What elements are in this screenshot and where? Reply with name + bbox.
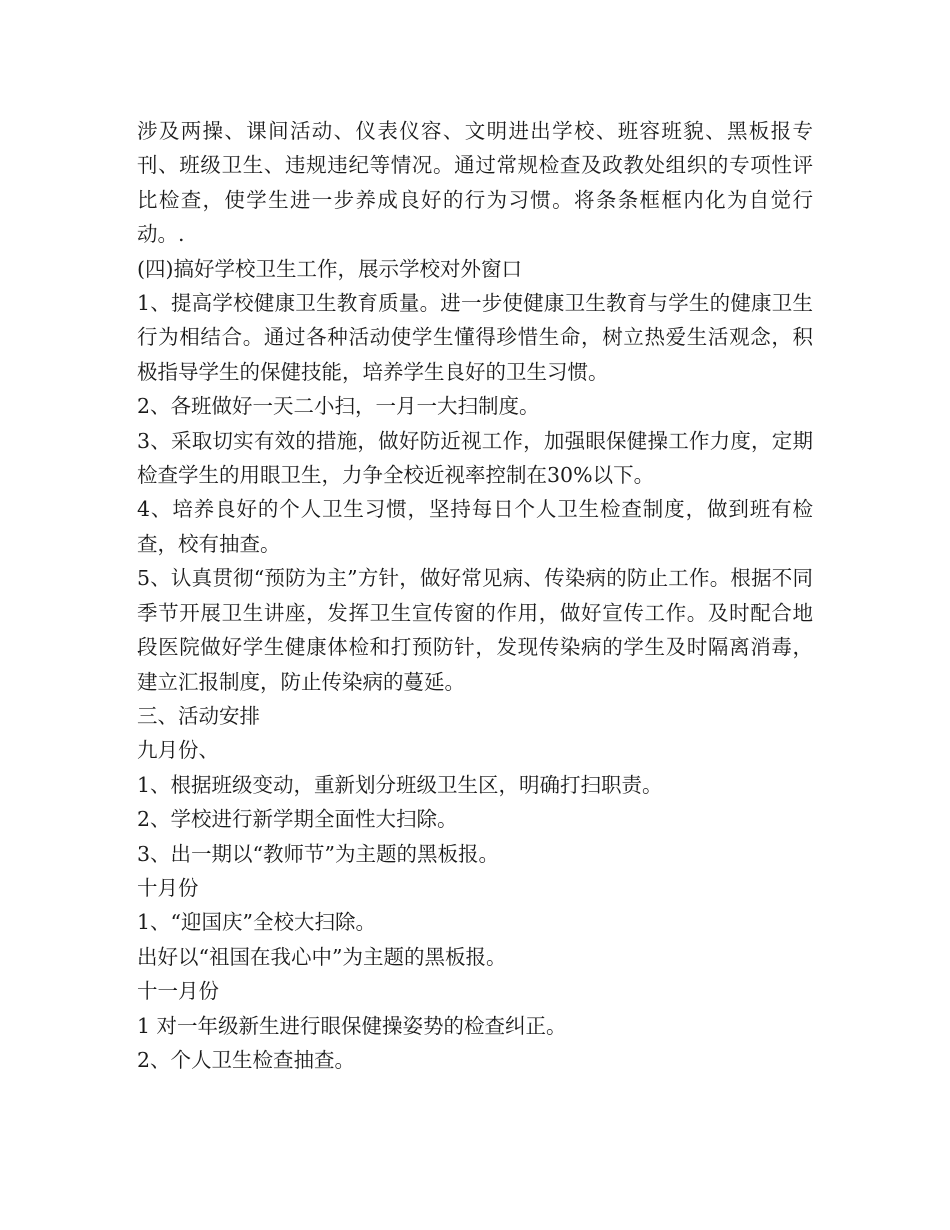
- list-item: 1、“迎国庆”全校大扫除。: [137, 910, 377, 935]
- section-heading-activities: 三、活动安排: [137, 703, 260, 728]
- list-item-personal-hygiene: 4、培养良好的个人卫生习惯，坚持每日个人卫生检查制度，做到班有检查，校有抽查。: [137, 497, 813, 556]
- list-item: 3、出一期以“教师节”为主题的黑板报。: [137, 841, 500, 866]
- list-item-disease-prevention: 5、认真贯彻“预防为主”方针，做好常见病、传染病的防止工作。根据不同季节开展卫生讲座，发挥卫生宣传窗的作用，做好宣传工作。及时配合地段医院做好学生健康体检和打预防针，发现传染病的学生及时隔离消毒，建立汇报制度，防止传染病的蔓延。: [137, 566, 813, 694]
- month-heading-october: 十月份: [137, 875, 199, 900]
- list-item: 出好以“祖国在我心中”为主题的黑板报。: [137, 944, 507, 969]
- list-item: 2、学校进行新学期全面性大扫除。: [137, 807, 458, 832]
- list-item-myopia-prevention: 3、采取切实有效的措施，做好防近视工作，加强眼保健操工作力度，定期检查学生的用眼卫生，力争全校近视率控制在30%以下。: [137, 428, 813, 488]
- list-item-cleaning-system: 2、各班做好一天二小扫，一月一大扫制度。: [137, 394, 540, 419]
- list-item: 1、根据班级变动，重新划分班级卫生区，明确打扫职责。: [137, 772, 663, 797]
- list-item-health-education: 1、提高学校健康卫生教育质量。进一步使健康卫生教育与学生的健康卫生行为相结合。通过各种活动使学生懂得珍惜生命，树立热爱生活观念，积极指导学生的保健技能，培养学生良好的卫生习惯。: [137, 291, 813, 384]
- list-item: 2、个人卫生检查抽查。: [137, 1047, 356, 1072]
- month-heading-september: 九月份、: [137, 738, 219, 763]
- document-body: [137, 114, 813, 1077]
- paragraph-routine-inspection: 涉及两操、课间活动、仪表仪容、文明进出学校、班容班貌、黑板报专刊、班级卫生、违规违纪等情况。通过常规检查及政教处组织的专项性评比检查，使学生进一步养成良好的行为习惯。将条条框框内化为自觉行动。.: [137, 119, 813, 247]
- list-item: 1 对一年级新生进行眼保健操姿势的检查纠正。: [137, 1013, 567, 1038]
- section-heading-hygiene: (四)搞好学校卫生工作，展示学校对外窗口: [137, 256, 522, 281]
- month-heading-november: 十一月份: [137, 979, 219, 1004]
